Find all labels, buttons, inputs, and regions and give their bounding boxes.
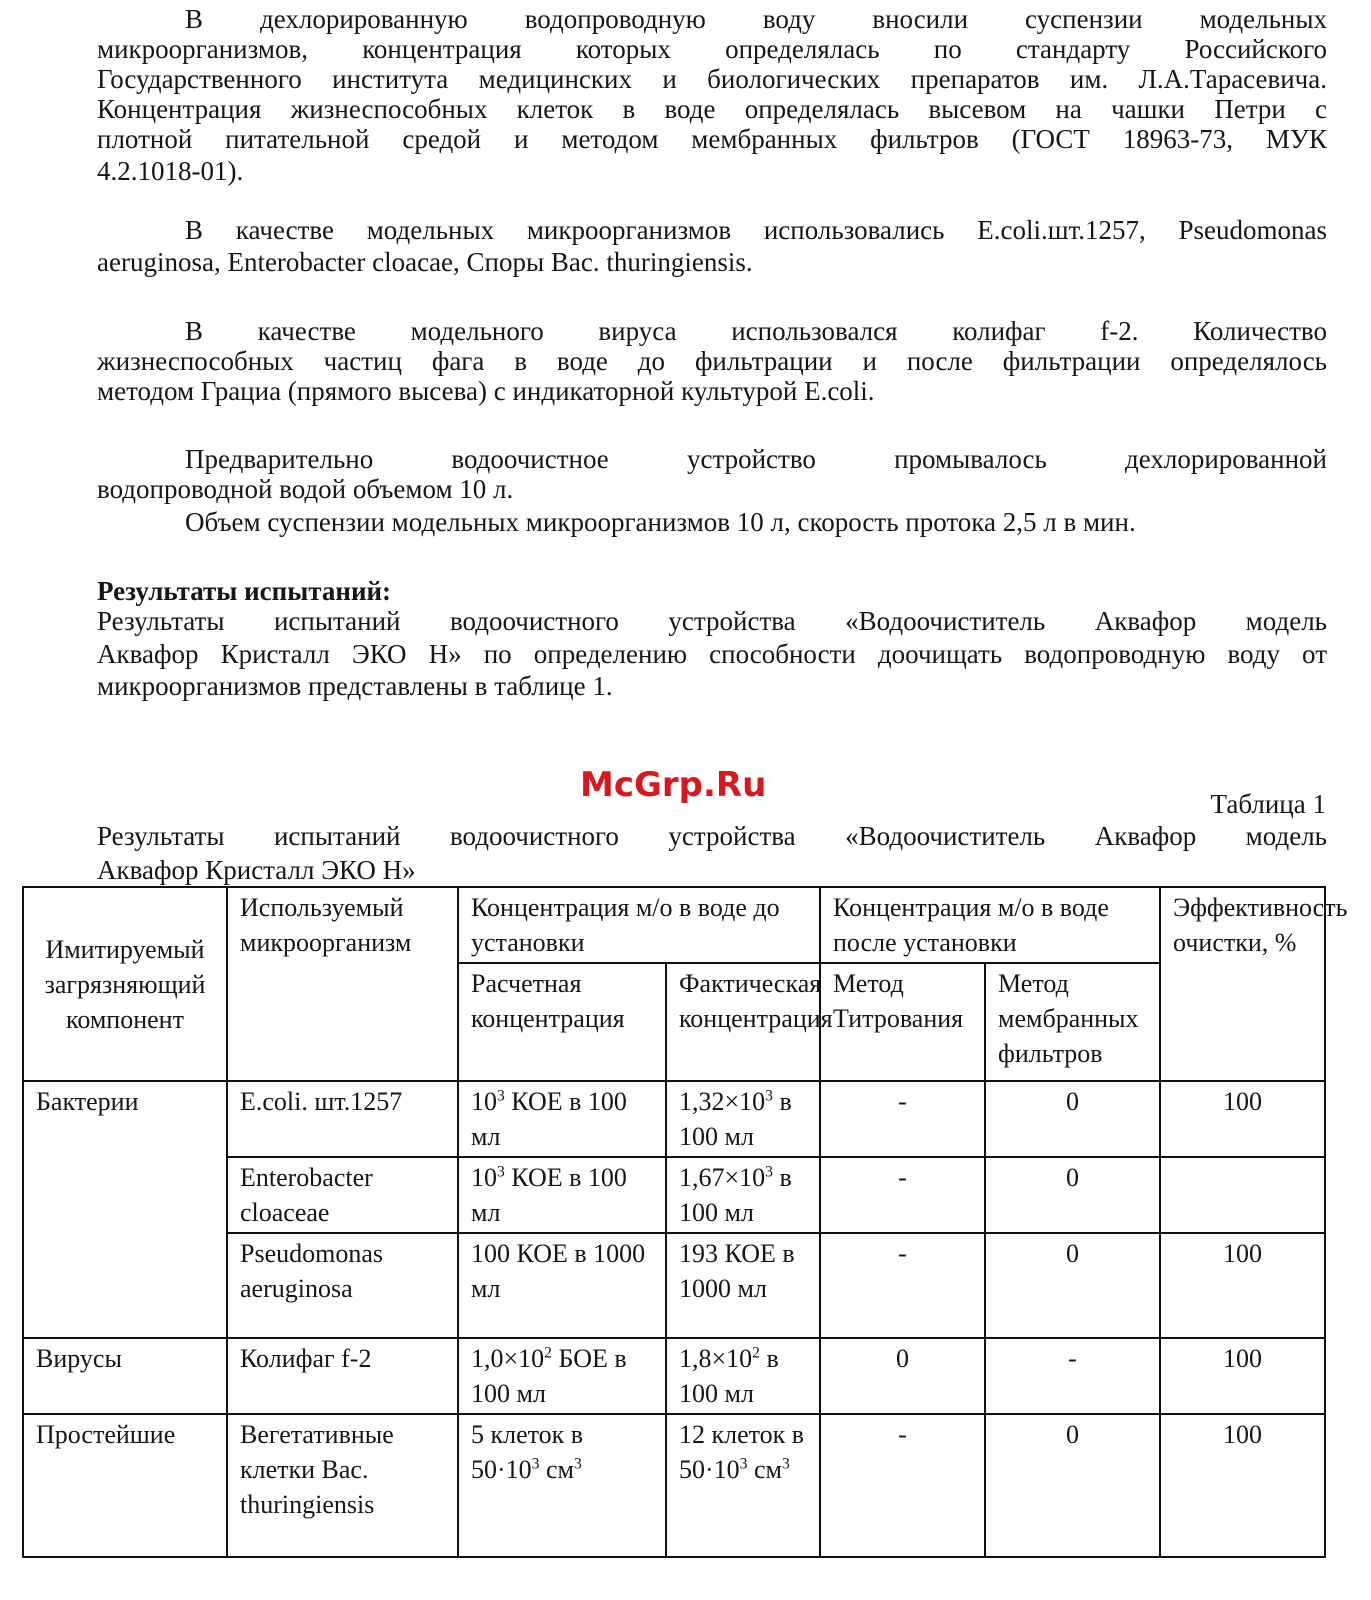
- table-row: [23, 1338, 1325, 1414]
- actual-cell: 193 КОЕ в 1000 мл: [666, 1233, 820, 1338]
- calc-cell: $10^3$ КОЕ в 100 мл: [458, 1157, 666, 1233]
- efficiency-cell: 100: [1160, 1338, 1325, 1414]
- group-label: Простейшие: [23, 1414, 227, 1557]
- header-efficiency: Эффективность очистки, %: [1160, 887, 1325, 1081]
- paragraph-line: Объем суспензии модельных микроорганизмов 10 л, скорость протока 2,5 л в мин.: [185, 507, 1136, 537]
- group-label: Вирусы: [23, 1338, 227, 1414]
- paragraph-line: В дехлорированную водопроводную воду вносили суспензии модельных: [185, 4, 1327, 34]
- table-row: [23, 1414, 1325, 1557]
- paragraph-line: микроорганизмов представлены в таблице 1.: [97, 671, 613, 701]
- calc-cell: $1,0\times 10^2$ БОЕ в 100 мл: [458, 1338, 666, 1414]
- table-label: Таблица 1: [1210, 789, 1326, 819]
- paragraph-line: жизнеспособных частиц фага в воде до фильтрации и после фильтрации определялось: [97, 346, 1327, 376]
- paragraph-line: aeruginosa, Enterobacter cloacae, Споры Bac. thuringiensis.: [97, 247, 753, 277]
- membrane-cell: 0: [985, 1081, 1160, 1157]
- paragraph-line: Государственного института медицинских и биологических препаратов им. Л.А.Тарасевича.: [97, 64, 1327, 94]
- header-membrane: Метод мембранных фильтров: [985, 963, 1160, 1081]
- titration-cell: -: [820, 1081, 985, 1157]
- paragraph-line: Аквафор Кристалл ЭКО Н» по определению способности доочищать водопроводную воду от: [97, 639, 1327, 669]
- membrane-cell: 0: [985, 1414, 1160, 1557]
- paragraph-line: 4.2.1018-01).: [97, 156, 244, 186]
- table-title-line: Результаты испытаний водоочистного устройства «Водоочиститель Аквафор модель: [97, 821, 1327, 851]
- organism-cell: E.coli. шт.1257: [227, 1081, 458, 1157]
- paragraph-line: В качестве модельного вируса использовался колифаг f-2. Количество: [185, 316, 1327, 346]
- table-header-row: [23, 887, 1325, 963]
- titration-cell: -: [820, 1233, 985, 1338]
- calc-cell: 5 клеток в $50\cdot 10^3$ $см^3$: [458, 1414, 666, 1557]
- titration-cell: -: [820, 1414, 985, 1557]
- header-actual: Фактическая концентрация: [666, 963, 820, 1081]
- membrane-cell: -: [985, 1338, 1160, 1414]
- paragraph-line: микроорганизмов, концентрация которых определялась по стандарту Российского: [97, 34, 1327, 64]
- membrane-cell: 0: [985, 1233, 1160, 1338]
- header-organism: Используемый микроорганизм: [227, 887, 458, 1081]
- calc-cell: $10^3$ КОЕ в 100 мл: [458, 1081, 666, 1157]
- membrane-cell: 0: [985, 1157, 1160, 1233]
- results-table: [22, 886, 1348, 1558]
- header-before: Концентрация м/о в воде до установки: [458, 887, 820, 963]
- table-title-line: Аквафор Кристалл ЭКО Н»: [97, 855, 416, 885]
- header-component: Имитируемый загрязняющий компонент: [23, 887, 227, 1081]
- actual-cell: $1,8\times 10^2$ в 100 мл: [666, 1338, 820, 1414]
- paragraph-line: плотной питательной средой и методом мембранных фильтров (ГОСТ 18963-73, МУК: [97, 124, 1327, 154]
- actual-cell: $1,32\times 10^3$ в 100 мл: [666, 1081, 820, 1157]
- efficiency-cell: 100: [1160, 1081, 1325, 1157]
- actual-cell: $1,67\times 10^3$ в 100 мл: [666, 1157, 820, 1233]
- calc-cell: 100 КОЕ в 1000 мл: [458, 1233, 666, 1338]
- paragraph-line: Результаты испытаний водоочистного устройства «Водоочиститель Аквафор модель: [97, 606, 1327, 636]
- organism-cell: Enterobacter cloaceae: [227, 1157, 458, 1233]
- organism-cell: Pseudomonas aeruginosa: [227, 1233, 458, 1338]
- group-label: Бактерии: [23, 1081, 227, 1338]
- paragraph-line: В качестве модельных микроорганизмов использовались E.coli.шт.1257, Pseudomonas: [185, 215, 1327, 245]
- table-row: [23, 1081, 1325, 1157]
- header-titration: Метод Титрования: [820, 963, 985, 1081]
- titration-cell: -: [820, 1157, 985, 1233]
- paragraph-line: Концентрация жизнеспособных клеток в воде определялась высевом на чашки Петри с: [97, 94, 1327, 124]
- efficiency-cell: 100: [1160, 1233, 1325, 1338]
- results-heading: Результаты испытаний:: [97, 576, 392, 606]
- header-after: Концентрация м/о в воде после установки: [820, 887, 1160, 963]
- organism-cell: Колифаг f-2: [227, 1338, 458, 1414]
- watermark: McGrp.Ru: [580, 765, 767, 805]
- titration-cell: 0: [820, 1338, 985, 1414]
- actual-cell: 12 клеток в $50\cdot 10^3$ $см^3$: [666, 1414, 820, 1557]
- paragraph-line: водопроводной водой объемом 10 л.: [97, 474, 514, 504]
- header-calculated: Расчетная концентрация: [458, 963, 666, 1081]
- efficiency-cell: 100: [1160, 1414, 1325, 1557]
- paragraph-line: методом Грациа (прямого высева) с индикаторной культурой E.coli.: [97, 376, 875, 406]
- paragraph-line: Предварительно водоочистное устройство промывалось дехлорированной: [185, 444, 1327, 474]
- efficiency-cell: [1160, 1157, 1325, 1233]
- organism-cell: Вегетативные клетки Bac. thuringiensis: [227, 1414, 458, 1557]
